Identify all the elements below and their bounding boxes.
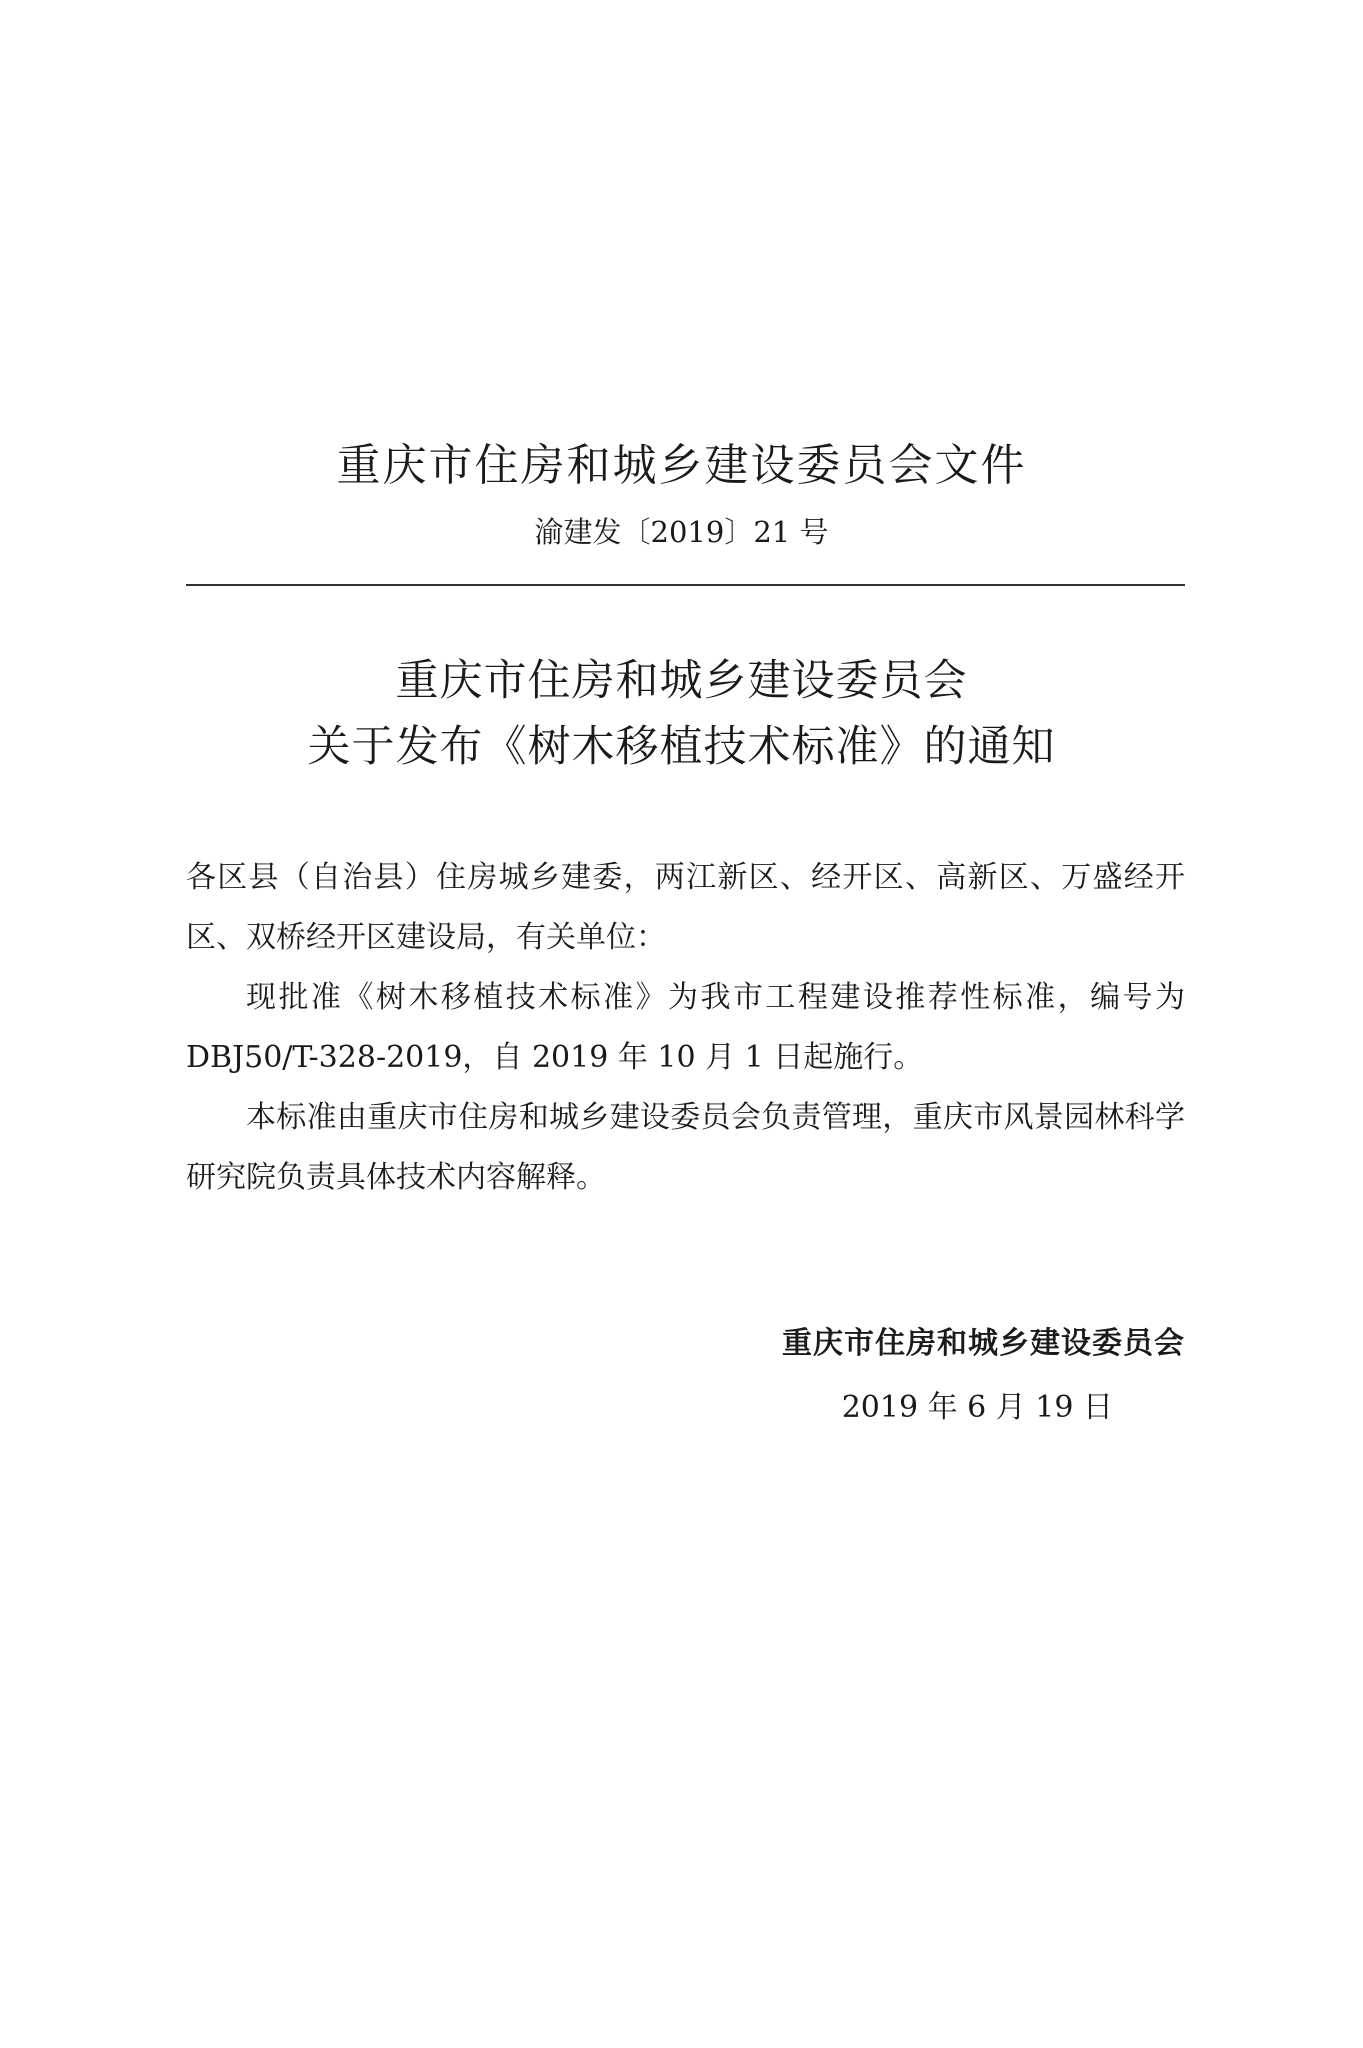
notice-heading bbox=[0, 648, 1363, 780]
notice-heading-line2: 关于发布《树木移植技术标准》的通知 bbox=[307, 722, 1056, 772]
issue-date: 2019 年 6 月 19 日 bbox=[841, 1390, 1113, 1425]
approval-paragraph: 现批准《树木移植技术标准》为我市工程建设推荐性标准，编号为 DBJ50/T-328-2019，自 2019 年 10 月 1 日起施行。 bbox=[186, 980, 1185, 1075]
document-title: 重庆市住房和城乡建设委员会文件 bbox=[336, 440, 1027, 491]
notice-body bbox=[186, 848, 1185, 1208]
header-divider bbox=[186, 584, 1185, 586]
notice-heading-line1: 重庆市住房和城乡建设委员会 bbox=[395, 656, 968, 706]
issuer-signature: 重庆市住房和城乡建设委员会 bbox=[782, 1326, 1185, 1361]
document-number: 渝建发〔2019〕21 号 bbox=[534, 515, 829, 549]
addressee-paragraph: 各区县（自治县）住房城乡建委，两江新区、经开区、高新区、万盛经开区、双桥经开区建设局，有关单位： bbox=[186, 860, 1185, 955]
management-paragraph: 本标准由重庆市住房和城乡建设委员会负责管理，重庆市风景园林科学研究院负责具体技术内容解释。 bbox=[186, 1100, 1185, 1195]
